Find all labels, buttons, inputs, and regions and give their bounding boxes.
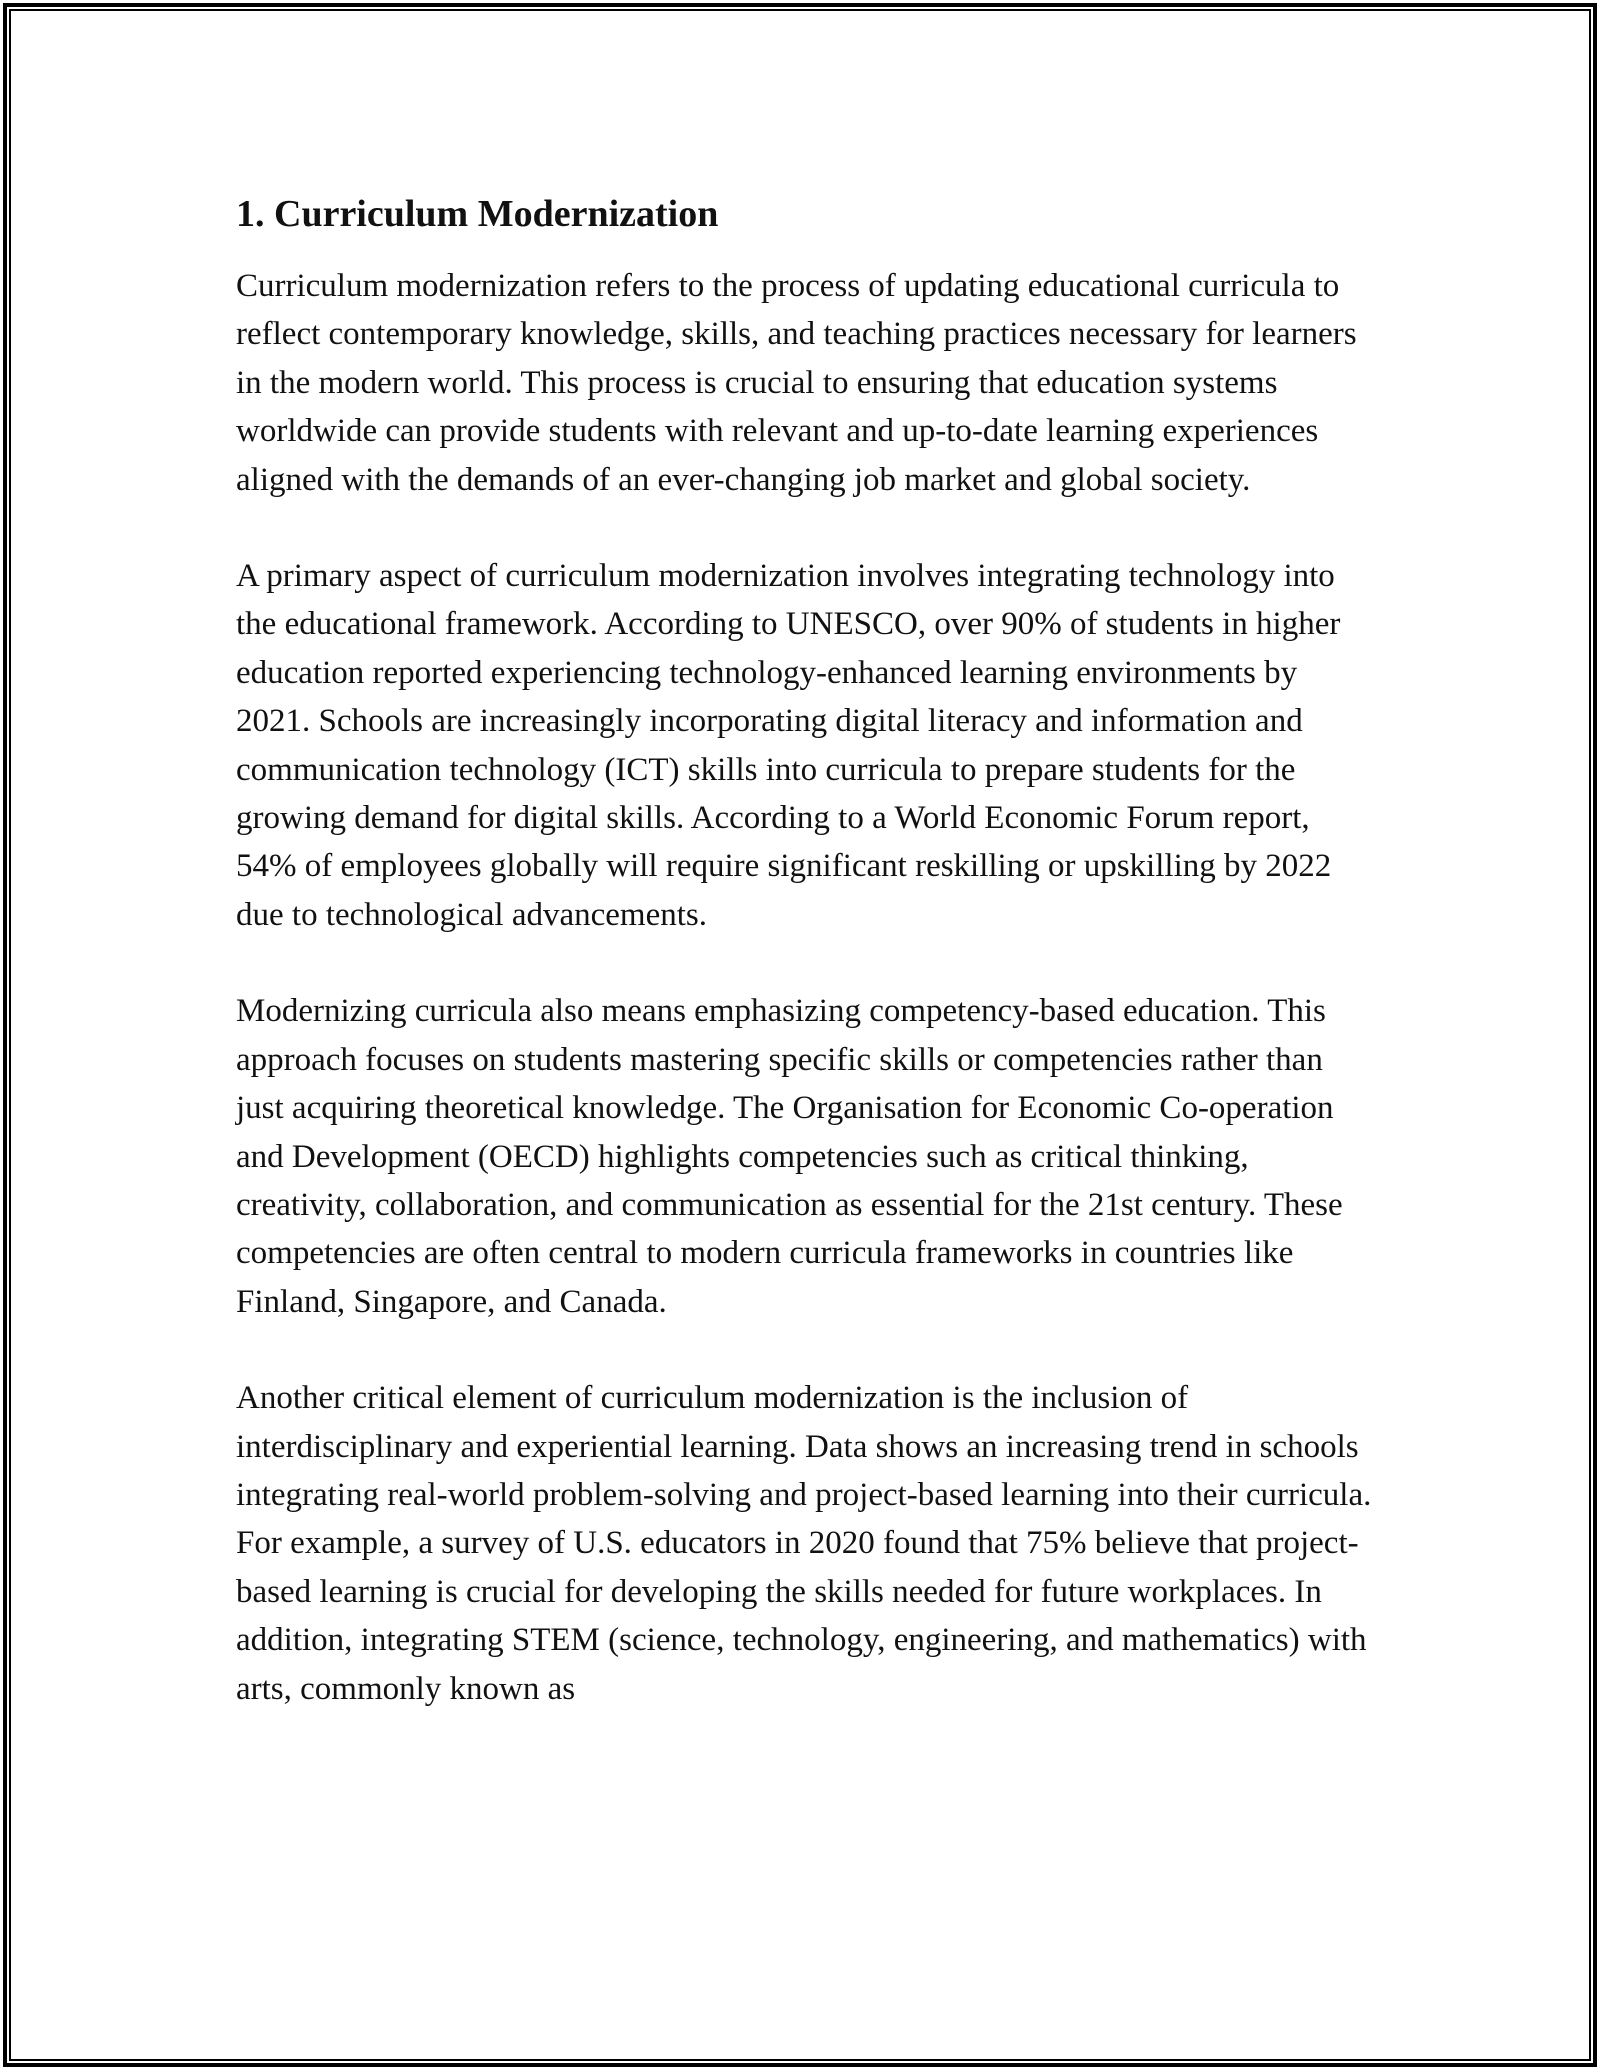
document-body	[236, 188, 1376, 1761]
paragraph-intro: Curriculum modernization refers to the process of updating educational curricula to reflect contemporary knowledge, skills, and teaching practices necessary for learners in the modern world. This process is crucial to ensuring that education systems worldwide can provide students with relevant and up-to-date learning experiences aligned with the demands of an ever-changing job market and global society.	[236, 268, 1357, 498]
paragraph-competency: Modernizing curricula also means emphasizing competency-based education. This approach focuses on students mastering specific skills or competencies rather than just acquiring theoretical knowledge. The Organisation for Economic Co-operation and Development (OECD) highlights competencies such as critical thinking, creativity, collaboration, and communication as essential for the 21st century. These competencies are often central to modern curricula frameworks in countries like Finland, Singapore, and Canada.	[236, 993, 1343, 1320]
paragraph-technology: A primary aspect of curriculum modernization involves integrating technology into the educational framework. According to UNESCO, over 90% of students in higher education reported experiencing technology-enhanced learning environments by 2021. Schools are increasingly incorporating digital literacy and information and communication technology (ICT) skills into curricula to prepare students for the growing demand for digital skills. According to a World Economic Forum report, 54% of employees globally will require significant reskilling or upskilling by 2022 due to technological advancements.	[236, 558, 1341, 933]
section-heading: 1. Curriculum Modernization	[236, 193, 719, 235]
paragraph-interdisciplinary: Another critical element of curriculum modernization is the inclusion of interdisciplinary and experiential learning. Data shows an increasing trend in schools integrating real-world problem-solving and project-based learning into their curricula. For example, a survey of U.S. educators in 2020 found that 75% believe that project-based learning is crucial for developing the skills needed for future workplaces. In addition, integrating STEM (science, technology, engineering, and mathematics) with arts, commonly known as	[236, 1380, 1372, 1707]
